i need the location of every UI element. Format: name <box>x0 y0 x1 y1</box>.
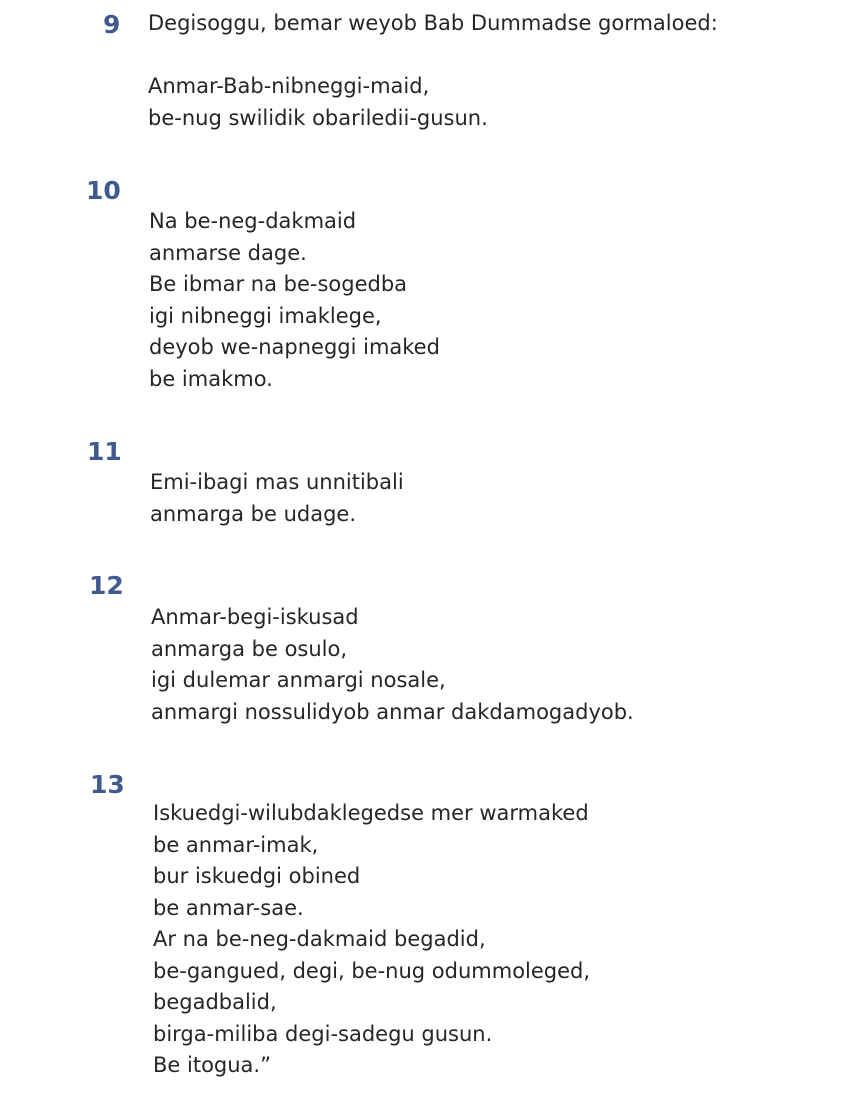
verse-line: birga-miliba degi-sadegu gusun. <box>153 1021 493 1046</box>
verse-text <box>151 602 634 728</box>
verse-line: Anmar-begi-iskusad <box>151 605 359 629</box>
verse-line: igi nibneggi imaklege, <box>149 303 382 328</box>
verse-line: Na be-neg-dakmaid <box>149 209 357 233</box>
verse-line: deyob we-napneggi imaked <box>149 335 440 359</box>
verse-number: 10 <box>86 176 121 205</box>
verse-line: Anmar-Bab-nibneggi-maid, <box>148 74 430 98</box>
verse-text <box>153 798 590 1082</box>
verse-line: igi dulemar anmargi nosale, <box>151 668 446 692</box>
verse-text <box>149 206 440 395</box>
verse-line-blank <box>148 40 718 72</box>
verse-line: anmarga be osulo, <box>151 636 348 661</box>
verse-text <box>150 467 404 530</box>
verse-number: 11 <box>87 437 122 466</box>
verse-line: be anmar-sae. <box>153 895 304 920</box>
verse-line: Degisoggu, bemar weyob Bab Dummadse gormaloed: <box>148 11 718 35</box>
verse-text <box>148 8 718 134</box>
verse-number: 12 <box>89 571 124 600</box>
verse-line: Emi-ibagi mas unnitibali <box>150 470 404 494</box>
verse-line: anmarse dage. <box>149 240 307 265</box>
verse-line: bur iskuedgi obined <box>153 864 361 888</box>
verse-line: anmarga be udage. <box>150 501 357 526</box>
verse-line: be imakmo. <box>149 366 273 391</box>
verse-number: 13 <box>90 770 125 799</box>
verse-line: begadbalid, <box>153 990 277 1014</box>
verse-line: anmargi nossulidyob anmar dakdamogadyob. <box>151 699 634 724</box>
verse-line: be-gangued, degi, be-nug odummoleged, <box>153 958 591 983</box>
verse-line: be anmar-imak, <box>153 832 319 857</box>
verse-line: Iskuedgi-wilubdaklegedse mer warmaked <box>153 801 589 825</box>
verse-line: Be itogua.” <box>153 1053 271 1077</box>
verse-line: be-nug swilidik obariledii-gusun. <box>148 105 488 130</box>
verse-line: Be ibmar na be-sogedba <box>149 272 408 296</box>
verse-line: Ar na be-neg-dakmaid begadid, <box>153 927 486 951</box>
verse-number: 9 <box>103 10 121 39</box>
